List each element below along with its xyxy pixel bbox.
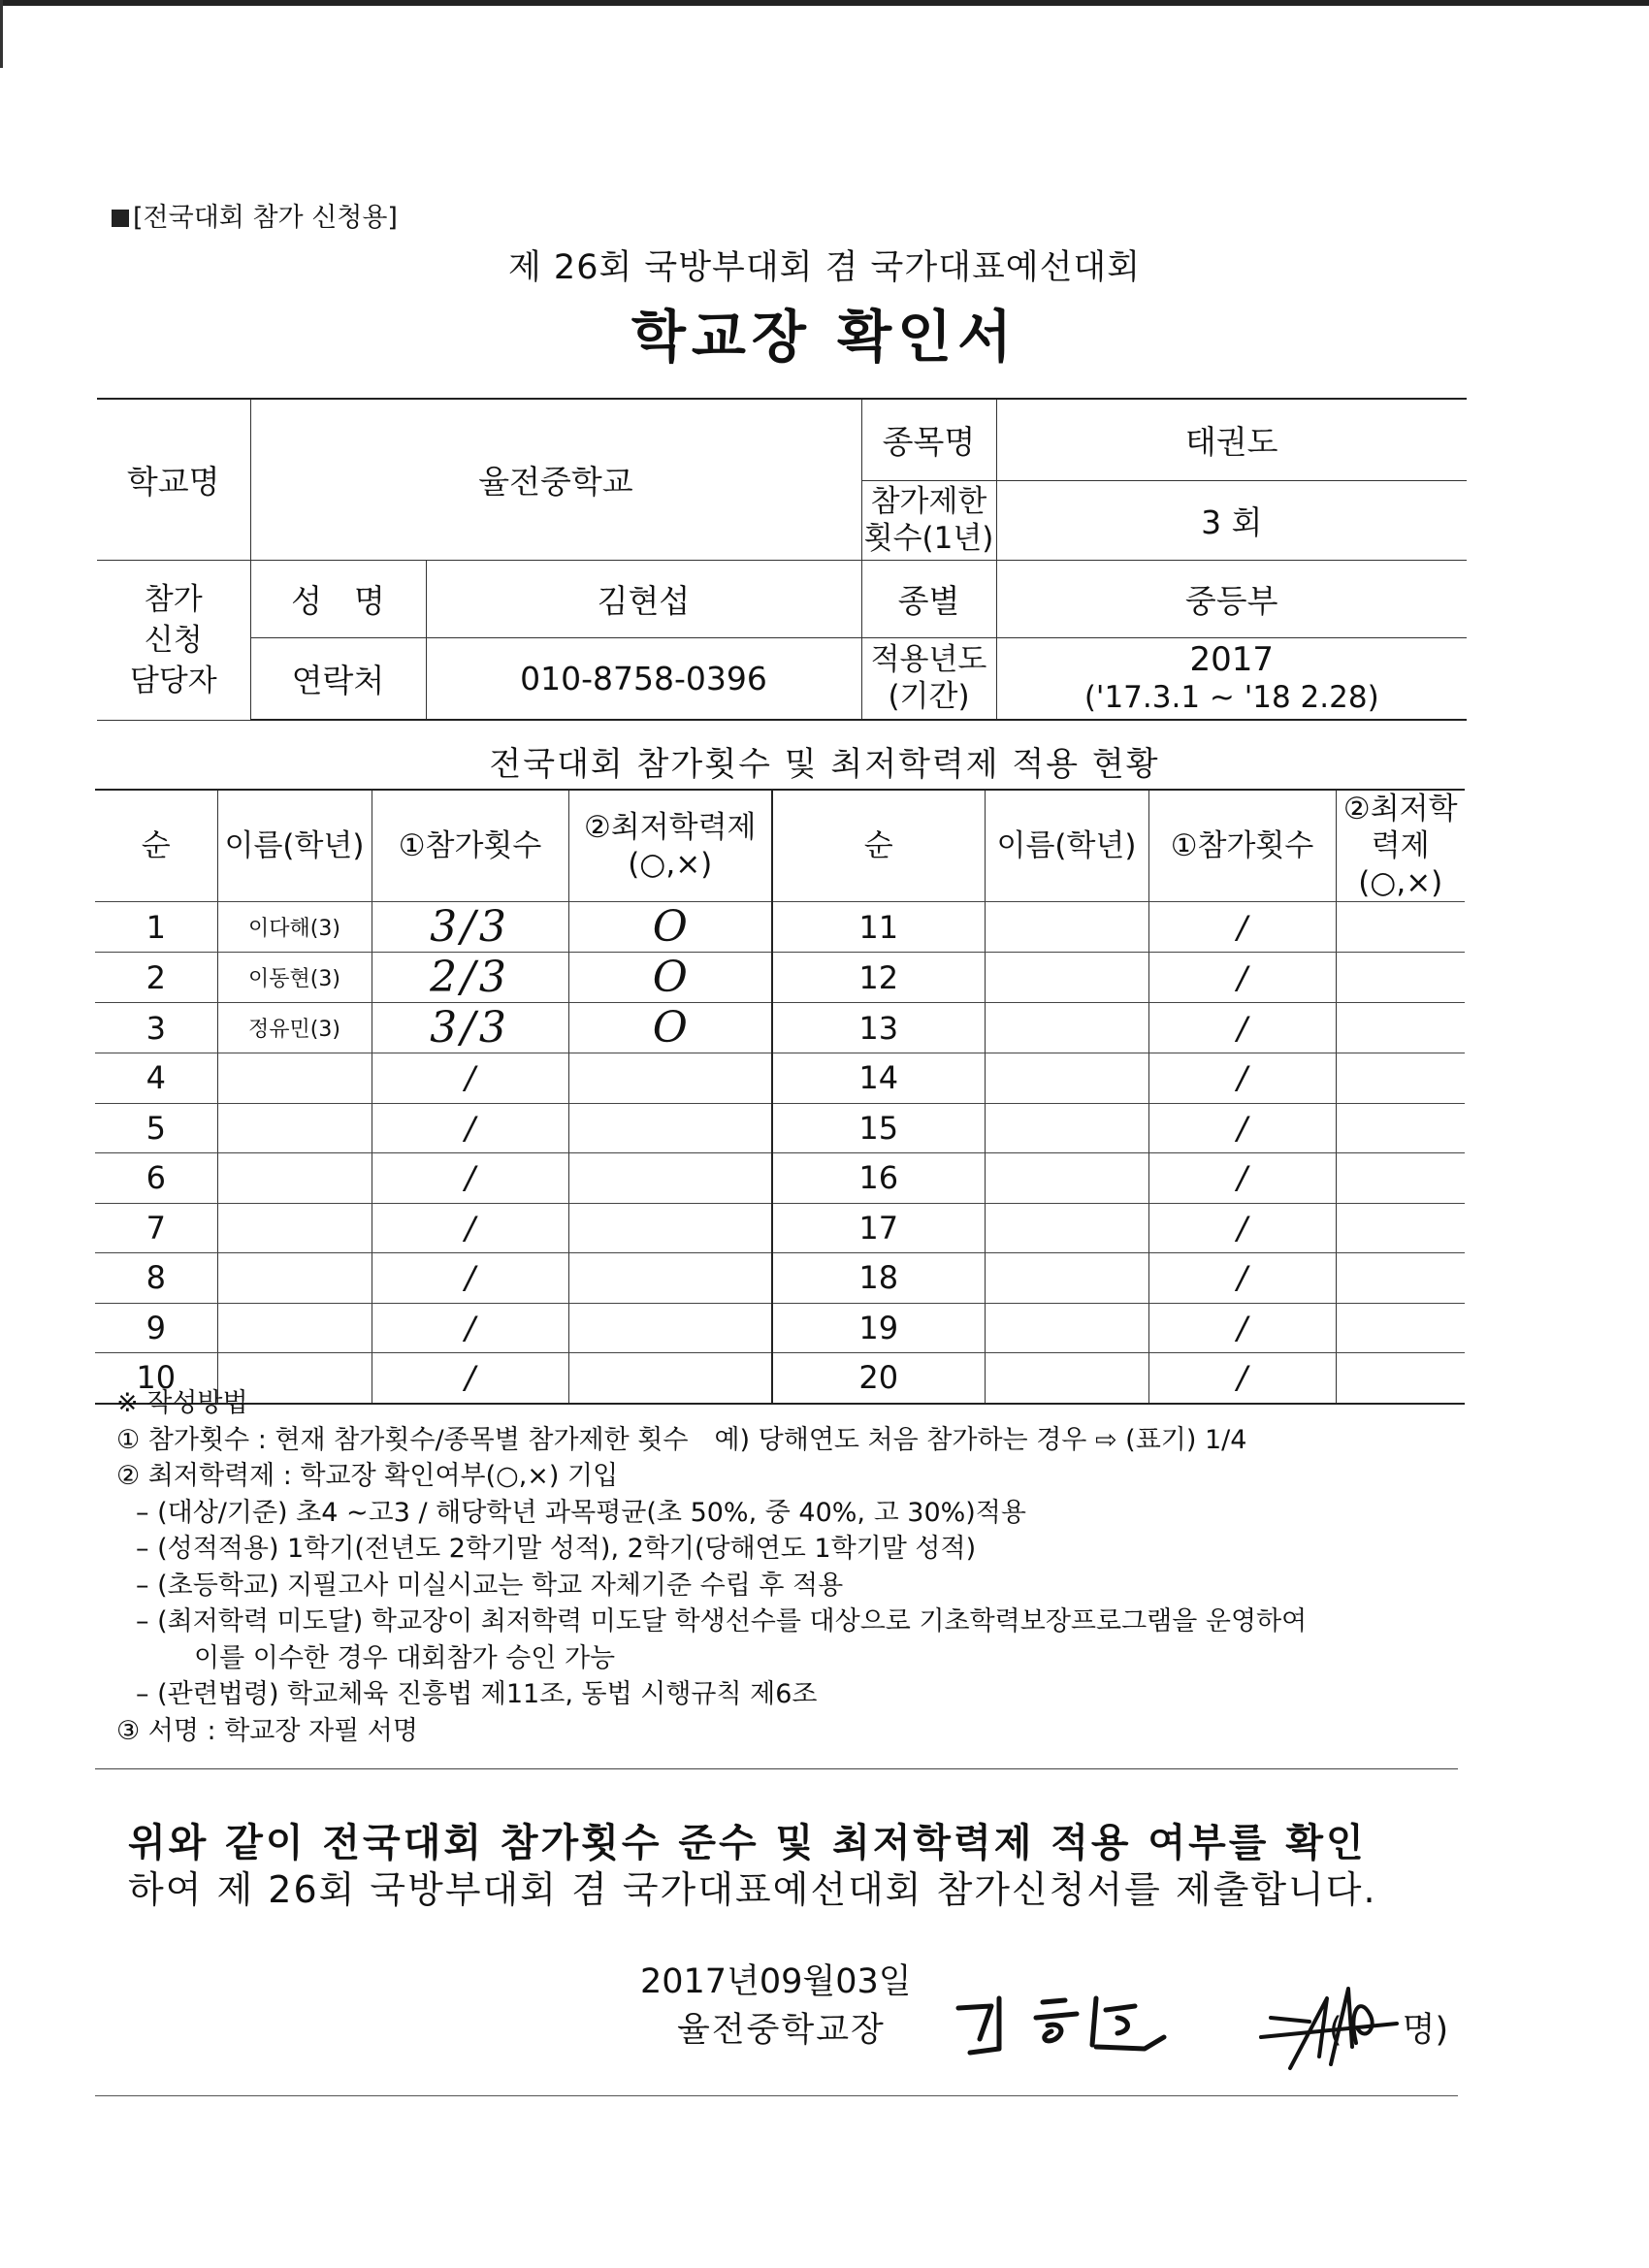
school-name: 율전중학교	[250, 399, 861, 560]
student-name-left	[217, 1253, 372, 1304]
participation-count-right: /	[1148, 1303, 1336, 1353]
row-number-left: 3	[95, 1003, 217, 1053]
header-count-right: ①참가횟수	[1148, 790, 1336, 902]
header-order-right: 순	[772, 790, 985, 902]
row-number-left: 6	[95, 1153, 217, 1204]
student-name-right	[985, 953, 1148, 1003]
square-bullet-icon	[112, 210, 129, 227]
student-name-left	[217, 1153, 372, 1204]
student-name-right	[985, 1253, 1148, 1304]
minimum-mark-left: O	[568, 902, 772, 953]
student-name-right	[985, 1303, 1148, 1353]
declaration-line-1: 위와 같이 전국대회 참가횟수 준수 및 최저학력제 적용 여부를 확인	[128, 1821, 1367, 1865]
minimum-mark-right	[1336, 1003, 1465, 1053]
student-name-left	[217, 1103, 372, 1153]
student-name-right	[985, 1203, 1148, 1253]
principal-signature	[1251, 1960, 1416, 2095]
header-name-left: 이름(학년)	[217, 790, 372, 902]
declaration-line-2: 하여 제 26회 국방부대회 겸 국가대표예선대회 참가신청서를 제출합니다.	[128, 1868, 1377, 1911]
row-number-right: 13	[772, 1003, 985, 1053]
participation-count-right: /	[1148, 1253, 1336, 1304]
year-value-cell	[996, 637, 1467, 720]
participation-count-left: /	[372, 1303, 568, 1353]
header-minimum-right	[1336, 790, 1465, 902]
minimum-mark-left	[568, 1053, 772, 1104]
contact-label: 연락처	[250, 637, 426, 720]
participation-count-right: /	[1148, 1353, 1336, 1404]
header-count-left: ①참가횟수	[372, 790, 568, 902]
note-item-1: ① 참가횟수 : 현재 참가횟수/종목별 참가제한 횟수 예) 당해연도 처음 참가하는 경우 ⇨ (표기) 1/4	[116, 1424, 1247, 1455]
minimum-mark-left	[568, 1103, 772, 1153]
scan-edge-left	[0, 0, 3, 68]
division-label: 종별	[861, 560, 996, 637]
divider-line	[95, 1768, 1458, 1769]
limit-label	[861, 480, 996, 560]
participation-count-left: 3/3	[372, 902, 568, 953]
header-name-right: 이름(학년)	[985, 790, 1148, 902]
student-name-right	[985, 1003, 1148, 1053]
participation-count-left: /	[372, 1053, 568, 1104]
sign-suffix: 명)	[1402, 2011, 1449, 2050]
status-row	[95, 1103, 1465, 1153]
student-name-left	[217, 1203, 372, 1253]
note-item-3: ③ 서명 : 학교장 자필 서명	[116, 1715, 418, 1746]
row-number-right: 19	[772, 1303, 985, 1353]
note-item-2: ② 최저학력제 : 학교장 확인여부(○,×) 기입	[116, 1461, 619, 1491]
participation-count-right: /	[1148, 902, 1336, 953]
row-number-left: 5	[95, 1103, 217, 1153]
name-value: 김현섭	[426, 560, 861, 637]
student-name-right	[985, 902, 1148, 953]
status-row	[95, 1053, 1465, 1104]
contact-value: 010-8758-0396	[426, 637, 861, 720]
status-row	[95, 1203, 1465, 1253]
student-name-left: 이다해(3)	[217, 902, 372, 953]
minimum-mark-right	[1336, 953, 1465, 1003]
participation-count-left: /	[372, 1253, 568, 1304]
name-label: 성 명	[250, 560, 426, 637]
row-number-right: 18	[772, 1253, 985, 1304]
note-heading: ※ 작성방법	[116, 1388, 248, 1418]
status-section-title: 전국대회 참가횟수 및 최저학력제 적용 현황	[489, 745, 1160, 784]
form-subtitle: 제 26회 국방부대회 겸 국가대표예선대회	[508, 248, 1141, 287]
applicant-label-line3: 담당자	[129, 663, 217, 698]
participation-count-right: /	[1148, 1003, 1336, 1053]
note-sub-grades: – (성적적용) 1학기(전년도 2학기말 성적), 2학기(당해연도 1학기말 성적)	[136, 1534, 977, 1564]
status-header-row	[95, 790, 1465, 902]
row-number-left: 7	[95, 1203, 217, 1253]
division-value: 중등부	[996, 560, 1467, 637]
minimum-mark-left	[568, 1153, 772, 1204]
participation-count-left: /	[372, 1153, 568, 1204]
student-name-left: 정유민(3)	[217, 1003, 372, 1053]
row-number-right: 17	[772, 1203, 985, 1253]
year-label-line2: (기간)	[888, 679, 970, 715]
participation-count-left: /	[372, 1353, 568, 1404]
header-minimum-right-line1: ②최저학력제	[1342, 792, 1458, 863]
header-minimum-left-line1: ②최저학력제	[583, 810, 757, 845]
minimum-mark-right	[1336, 1253, 1465, 1304]
form-title: 학교장 확인서	[630, 304, 1018, 370]
row-number-right: 14	[772, 1053, 985, 1104]
header-minimum-left	[568, 790, 772, 902]
minimum-mark-left	[568, 1253, 772, 1304]
form-tag-text: [전국대회 참가 신청용]	[133, 203, 398, 233]
student-name-right	[985, 1103, 1148, 1153]
year-label-line1: 적용년도	[870, 642, 987, 678]
status-row	[95, 953, 1465, 1003]
status-row	[95, 1253, 1465, 1304]
row-number-left: 8	[95, 1253, 217, 1304]
row-number-right: 15	[772, 1103, 985, 1153]
limit-label-line2: 횟수(1년)	[863, 521, 994, 556]
row-number-left: 4	[95, 1053, 217, 1104]
row-number-left: 2	[95, 953, 217, 1003]
participation-count-left: /	[372, 1103, 568, 1153]
minimum-mark-right	[1336, 1303, 1465, 1353]
header-order-left: 순	[95, 790, 217, 902]
year-label	[861, 637, 996, 720]
applicant-label-line1: 참가	[144, 581, 203, 617]
year-value: 2017	[1189, 639, 1275, 679]
minimum-mark-right	[1336, 1203, 1465, 1253]
row-number-right: 16	[772, 1153, 985, 1204]
minimum-mark-right	[1336, 902, 1465, 953]
event-label: 종목명	[861, 399, 996, 480]
student-name-left	[217, 1053, 372, 1104]
minimum-mark-left: O	[568, 953, 772, 1003]
row-number-right: 11	[772, 902, 985, 953]
row-number-right: 12	[772, 953, 985, 1003]
student-name-left: 이동현(3)	[217, 953, 372, 1003]
status-row	[95, 1003, 1465, 1053]
participation-count-left: 3/3	[372, 1003, 568, 1053]
status-row	[95, 902, 1465, 953]
note-sub-minimum-cont: 이를 이수한 경우 대회참가 승인 가능	[194, 1642, 616, 1673]
event-value: 태권도	[996, 399, 1467, 480]
minimum-mark-left	[568, 1203, 772, 1253]
status-table	[95, 789, 1465, 1405]
applicant-label	[97, 560, 250, 720]
minimum-mark-right	[1336, 1103, 1465, 1153]
participation-count-left: 2/3	[372, 953, 568, 1003]
minimum-mark-right	[1336, 1053, 1465, 1104]
participation-count-left: /	[372, 1203, 568, 1253]
row-number-left: 10	[95, 1353, 217, 1404]
minimum-mark-right	[1336, 1153, 1465, 1204]
writing-instructions	[116, 1385, 1474, 1749]
minimum-mark-left: O	[568, 1003, 772, 1053]
note-sub-law: – (관련법령) 학교체육 진흥법 제11조, 동법 시행규칙 제6조	[136, 1679, 818, 1709]
status-row	[95, 1303, 1465, 1353]
school-label: 학교명	[97, 399, 250, 560]
bottom-divider	[95, 2095, 1458, 2096]
signature-date: 2017년09월03일	[640, 1962, 912, 2001]
student-name-left	[217, 1303, 372, 1353]
handwritten-name	[951, 1989, 1174, 2066]
participation-count-right: /	[1148, 1153, 1336, 1204]
principal-title: 율전중학교장	[677, 2011, 886, 2050]
student-name-right	[985, 1053, 1148, 1104]
note-sub-target: – (대상/기준) 초4 ~고3 / 해당학년 과목평균(초 50%, 중 40%, 고 30%)적용	[136, 1497, 1026, 1528]
row-number-left: 9	[95, 1303, 217, 1353]
limit-value: 3 회	[996, 480, 1467, 560]
applicant-label-line2: 신청	[144, 622, 203, 658]
note-sub-minimum: – (최저학력 미도달) 학교장이 최저학력 미도달 학생선수를 대상으로 기초학력보장프로그램을 운영하여	[136, 1606, 1308, 1636]
limit-label-line1: 참가제한	[870, 484, 987, 519]
student-name-right	[985, 1153, 1148, 1204]
participation-count-right: /	[1148, 1203, 1336, 1253]
minimum-mark-left	[568, 1303, 772, 1353]
participation-count-right: /	[1148, 1103, 1336, 1153]
scan-edge-top	[0, 0, 1649, 6]
sign-placeholder: ( 명)	[1329, 2011, 1449, 2050]
participation-count-right: /	[1148, 1053, 1336, 1104]
participation-count-right: /	[1148, 953, 1336, 1003]
header-minimum-left-line2: (○,×)	[628, 847, 713, 882]
info-table	[97, 398, 1467, 721]
status-row	[95, 1153, 1465, 1204]
row-number-right: 20	[772, 1353, 985, 1404]
header-minimum-right-line2: (○,×)	[1358, 865, 1443, 900]
row-number-left: 1	[95, 902, 217, 953]
form-tag	[112, 196, 398, 234]
period-value: ('17.3.1 ~ '18 2.28)	[1083, 679, 1379, 715]
note-sub-elementary: – (초등학교) 지필고사 미실시교는 학교 자체기준 수립 후 적용	[136, 1570, 844, 1601]
